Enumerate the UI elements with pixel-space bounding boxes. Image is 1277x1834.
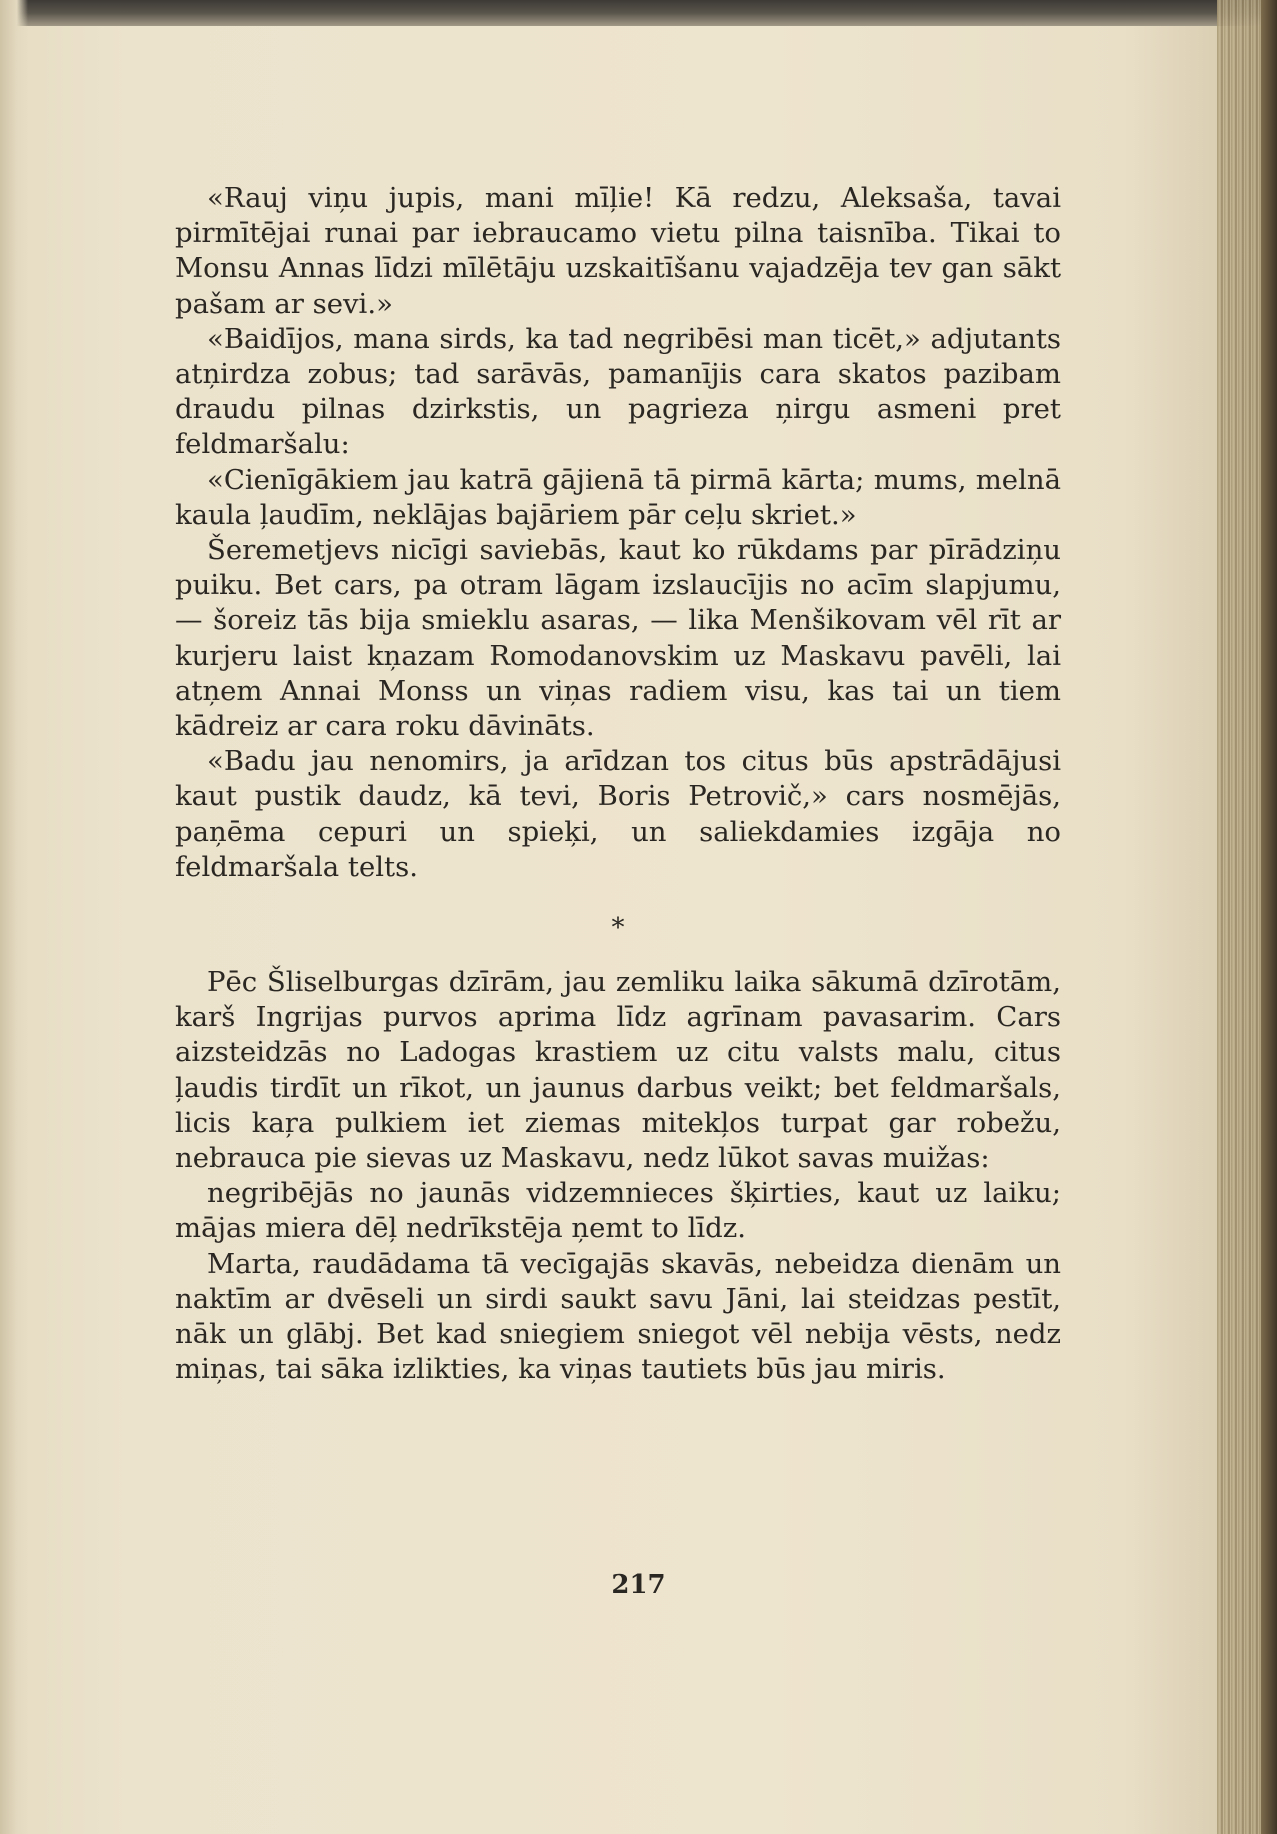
paragraph: Šeremetjevs nicīgi saviebās, kaut ko rūkdams par pīrādziņu puiku. Bet cars, pa otram lāgam izslaucījis no acīm slapjumu, — šoreiz tās bija smieklu asaras, — lika Menšikovam vēl rīt ar kurjeru laist kņazam Romodanovskim uz Maskavu pavēli, lai atņem Annai Monss un viņas radiem visu, kas tai un tiem kādreiz ar cara roku dāvināts. [175, 534, 1061, 743]
page-top-edge [0, 0, 1277, 26]
page-left-edge [0, 0, 28, 1834]
page-number: 217 [611, 1570, 666, 1600]
paragraph: Pēc Šliselburgas dzīrām, jau zemliku laika sākumā dzīrotām, karš Ingrijas purvos aprima līdz agrīnam pavasarim. Cars aizsteidzās no Ladogas krastiem uz citu valsts malu, citus ļaudis tirdīt un rīkot, un jaunus darbus veikt; bet feldmaršals, licis kaŗa pulkiem iet ziemas mitekļos turpat gar robežu, nebrauca pie sievas uz Maskavu, nedz lūkot savas muižas: [175, 966, 1061, 1175]
body-text [175, 181, 1061, 1388]
paragraph: negribējās no jaunās vidzemnieces šķirties, kaut uz laiku; mājas miera dēļ nedrīkstēja ņemt to līdz. [175, 1177, 1061, 1245]
paragraph: Marta, raudādama tā vecīgajās skavās, nebeidza dienām un naktīm ar dvēseli un sirdi saukt savu Jāni, lai steidzas pestīt, nāk un glābj. Bet kad sniegiem sniegot vēl nebija vēsts, nedz miņas, tai sāka izlikties, ka viņas tautiets būs jau miris. [175, 1247, 1061, 1386]
paragraph: «Rauj viņu jupis, mani mīļie! Kā redzu, Aleksaša, tavai pirmītējai runai par iebraucamo vietu pilna taisnība. Tikai to Monsu Annas līdzi mīlētāju uzskaitīšanu vajadzēja tev gan sākt pašam ar sevi.» [175, 182, 1061, 320]
paragraph: «Cienīgākiem jau katrā gājienā tā pirmā kārta; mums, melnā kaula ļaudīm, neklājas bajāriem pār ceļu skriet.» [175, 463, 1061, 531]
section-break-asterisk: * [611, 913, 625, 944]
binding-shadow [1261, 0, 1277, 1834]
paragraph: «Baidījos, mana sirds, ka tad negribēsi man ticēt,» adjutants atņirdza zobus; tad sarāvās, pamanījis cara skatos pazibam draudu pilnas dzirkstis, un pagrieza ņirgu asmeni pret feldmaršalu: [175, 322, 1061, 461]
paragraph: «Badu jau nenomirs, ja arīdzan tos citus būs apstrādājusi kaut pustik daudz, kā tevi, Boris Petrovič,» cars nosmējās, paņēma cepuri un spieķi, un saliekdamies izgāja no feldmaršala telts. [175, 745, 1061, 883]
